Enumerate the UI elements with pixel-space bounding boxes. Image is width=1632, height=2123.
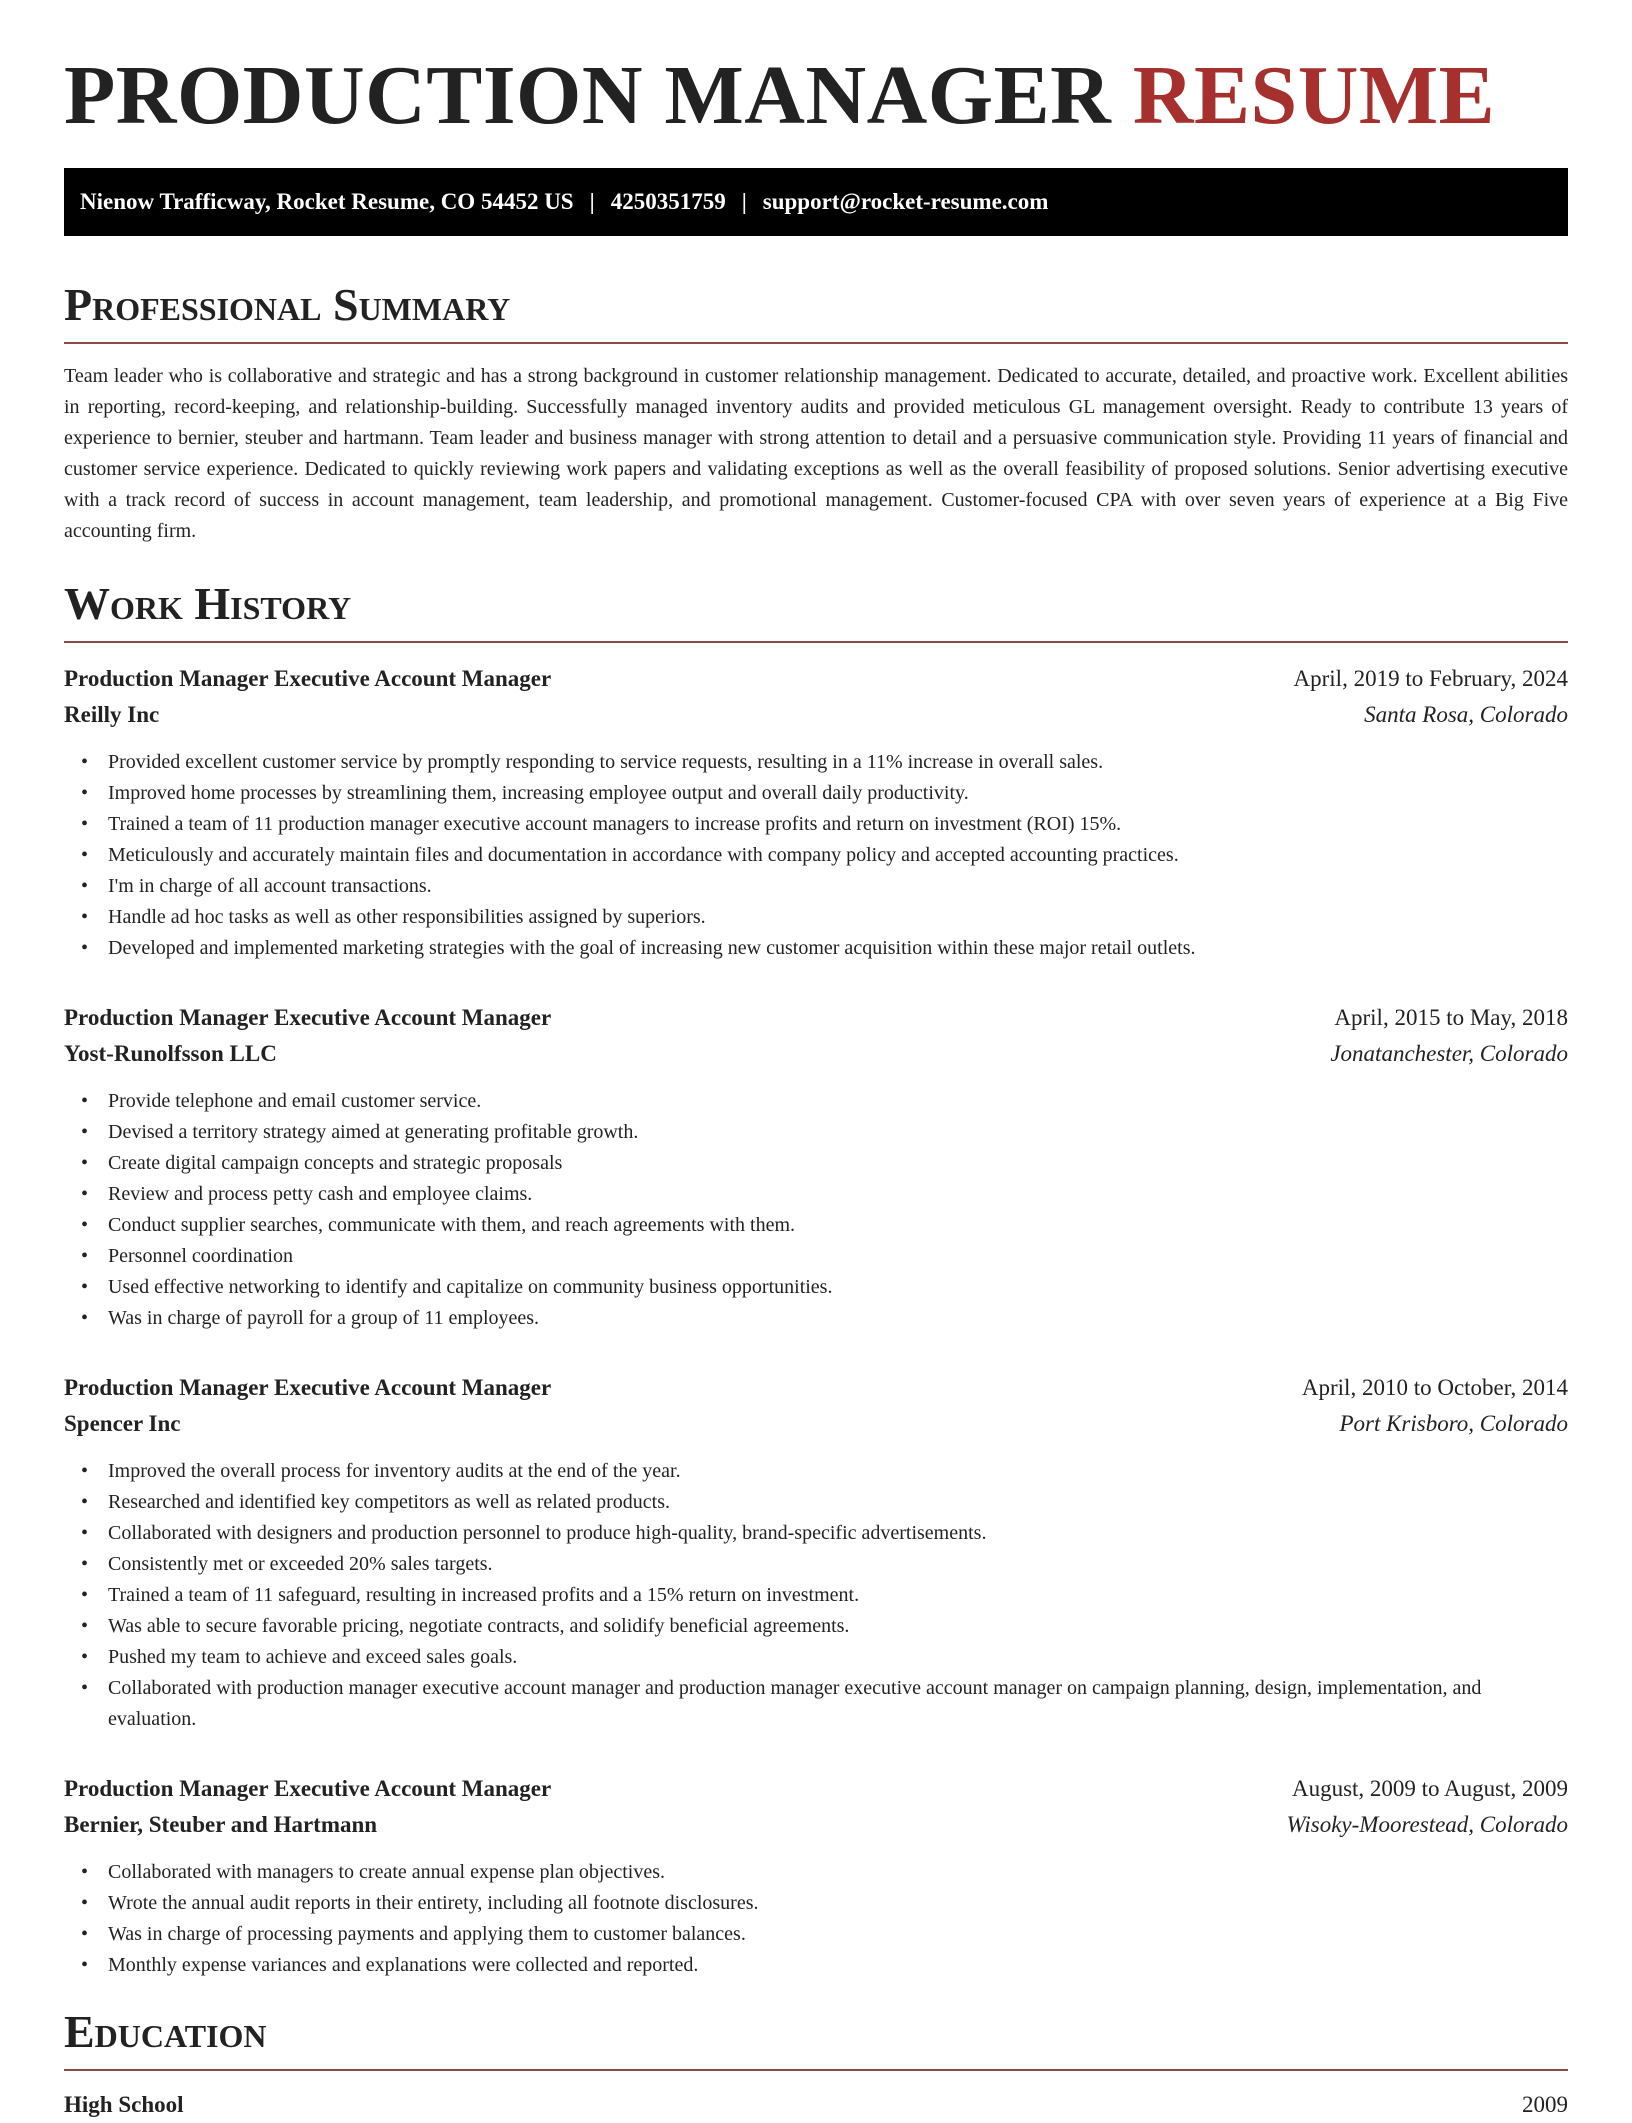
list-item: • Developed and implemented marketing strategies with the goal of increasing new customer acquisition within these major retail outlets. <box>64 933 1568 964</box>
title-main: PRODUCTION MANAGER <box>64 49 1112 142</box>
list-item: • Create digital campaign concepts and strategic proposals <box>64 1148 1568 1179</box>
section-divider <box>64 641 1568 643</box>
job-header-row <box>64 1771 1568 1807</box>
job-location: Santa Rosa, Colorado <box>1364 702 1568 727</box>
job-location: Wisoky-Moorestead, Colorado <box>1286 1812 1568 1837</box>
education-degree: High School <box>64 2092 184 2117</box>
contact-address: Nienow Trafficway, Rocket Resume, CO 54452 US <box>80 189 574 214</box>
job-title: Production Manager Executive Account Manager <box>64 1005 552 1030</box>
job-location: Jonatanchester, Colorado <box>1330 1041 1568 1066</box>
list-item: • Was in charge of payroll for a group of 11 employees. <box>64 1303 1568 1334</box>
work-history-heading: Work History <box>64 578 352 629</box>
summary-heading: Professional Summary <box>64 279 511 330</box>
resume-title <box>64 49 1568 142</box>
job-company: Bernier, Steuber and Hartmann <box>64 1812 378 1837</box>
list-item: • Was able to secure favorable pricing, negotiate contracts, and solidify beneficial agreements. <box>64 1611 1568 1642</box>
contact-separator: | <box>589 189 595 214</box>
list-item: • Personnel coordination <box>64 1241 1568 1272</box>
education-section <box>64 2006 1568 2123</box>
job-entry <box>64 661 1568 964</box>
work-history-section <box>64 578 1568 1981</box>
list-item: • Researched and identified key competitors as well as related products. <box>64 1487 1568 1518</box>
job-header-row <box>64 1370 1568 1406</box>
job-list <box>64 661 1568 1981</box>
job-dates: April, 2019 to February, 2024 <box>1293 666 1568 691</box>
list-item: • I'm in charge of all account transactions. <box>64 871 1568 902</box>
title-accent: RESUME <box>1132 49 1496 142</box>
list-item: • Conduct supplier searches, communicate with them, and reach agreements with them. <box>64 1210 1568 1241</box>
list-item: • Improved home processes by streamlining them, increasing employee output and overall daily productivity. <box>64 778 1568 809</box>
job-company: Reilly Inc <box>64 702 160 727</box>
list-item: • Wrote the annual audit reports in their entirety, including all footnote disclosures. <box>64 1888 1568 1919</box>
list-item: • Trained a team of 11 safeguard, resulting in increased profits and a 15% return on investment. <box>64 1580 1568 1611</box>
section-divider <box>64 342 1568 344</box>
list-item: • Collaborated with designers and production personnel to produce high-quality, brand-specific advertisements. <box>64 1518 1568 1549</box>
list-item: • Provide telephone and email customer service. <box>64 1086 1568 1117</box>
job-company: Spencer Inc <box>64 1411 181 1436</box>
list-item: • Review and process petty cash and employee claims. <box>64 1179 1568 1210</box>
list-item: • Provided excellent customer service by promptly responding to service requests, resulting in a 11% increase in overall sales. <box>64 747 1568 778</box>
job-bullet-list <box>64 747 1568 964</box>
job-dates: April, 2015 to May, 2018 <box>1334 1005 1568 1030</box>
list-item: • Meticulously and accurately maintain files and documentation in accordance with company policy and accepted accounting practices. <box>64 840 1568 871</box>
education-heading: Education <box>64 2006 267 2057</box>
job-bullet-list <box>64 1857 1568 1981</box>
list-item: • Collaborated with managers to create annual expense plan objectives. <box>64 1857 1568 1888</box>
list-item: • Monthly expense variances and explanations were collected and reported. <box>64 1950 1568 1981</box>
education-year: 2009 <box>1522 2092 1568 2117</box>
job-header-row <box>64 1000 1568 1036</box>
job-location: Port Krisboro, Colorado <box>1339 1411 1568 1436</box>
job-company-row <box>64 1036 1568 1072</box>
job-bullet-list <box>64 1086 1568 1334</box>
job-entry <box>64 1771 1568 1981</box>
job-title: Production Manager Executive Account Manager <box>64 1776 552 1801</box>
list-item: • Used effective networking to identify and capitalize on community business opportunities. <box>64 1272 1568 1303</box>
list-item: • Was in charge of processing payments and applying them to customer balances. <box>64 1919 1568 1950</box>
contact-email: support@rocket-resume.com <box>762 189 1049 214</box>
summary-section <box>64 279 1568 547</box>
job-dates: April, 2010 to October, 2014 <box>1301 1375 1568 1400</box>
job-company-row <box>64 1406 1568 1442</box>
job-company-row <box>64 697 1568 733</box>
list-item: • Handle ad hoc tasks as well as other responsibilities assigned by superiors. <box>64 902 1568 933</box>
education-entry <box>64 2087 1568 2123</box>
list-item: • Collaborated with production manager executive account manager and production manager executive account manager on campaign planning, design, implementation, and evaluation. <box>64 1673 1568 1735</box>
job-company-row <box>64 1807 1568 1843</box>
section-divider <box>64 2069 1568 2071</box>
list-item: • Trained a team of 11 production manager executive account managers to increase profits and return on investment (ROI) 15%. <box>64 809 1568 840</box>
list-item: • Consistently met or exceeded 20% sales targets. <box>64 1549 1568 1580</box>
job-dates: August, 2009 to August, 2009 <box>1291 1776 1568 1801</box>
list-item: • Devised a territory strategy aimed at generating profitable growth. <box>64 1117 1568 1148</box>
summary-text: Team leader who is collaborative and strategic and has a strong background in customer relationship management. Dedicated to accurate, detailed, and proactive work. Excellent abilities in reporting, record-keeping, and relationship-building. Successfully managed inventory audits and provided meticulous GL management oversight. Ready to contribute 13 years of experience to bernier, steuber and hartmann. Team leader and business manager with strong attention to detail and a persuasive communication style. Providing 11 years of financial and customer service experience. Dedicated to quickly reviewing work papers and validating exceptions as well as the overall feasibility of proposed solutions. Senior advertising executive with a track record of success in account management, team leadership, and promotional management. Customer-focused CPA with over seven years of experience at a Big Five accounting firm. <box>64 365 1568 542</box>
job-title: Production Manager Executive Account Manager <box>64 1375 552 1400</box>
education-list <box>64 2087 1568 2123</box>
contact-phone: 4250351759 <box>610 189 726 214</box>
list-item: • Improved the overall process for inventory audits at the end of the year. <box>64 1456 1568 1487</box>
job-header-row <box>64 661 1568 697</box>
job-entry <box>64 1370 1568 1735</box>
job-bullet-list <box>64 1456 1568 1735</box>
contact-bar <box>64 168 1568 236</box>
job-entry <box>64 1000 1568 1334</box>
job-title: Production Manager Executive Account Manager <box>64 666 552 691</box>
contact-separator: | <box>741 189 747 214</box>
list-item: • Pushed my team to achieve and exceed sales goals. <box>64 1642 1568 1673</box>
job-company: Yost-Runolfsson LLC <box>64 1041 277 1066</box>
